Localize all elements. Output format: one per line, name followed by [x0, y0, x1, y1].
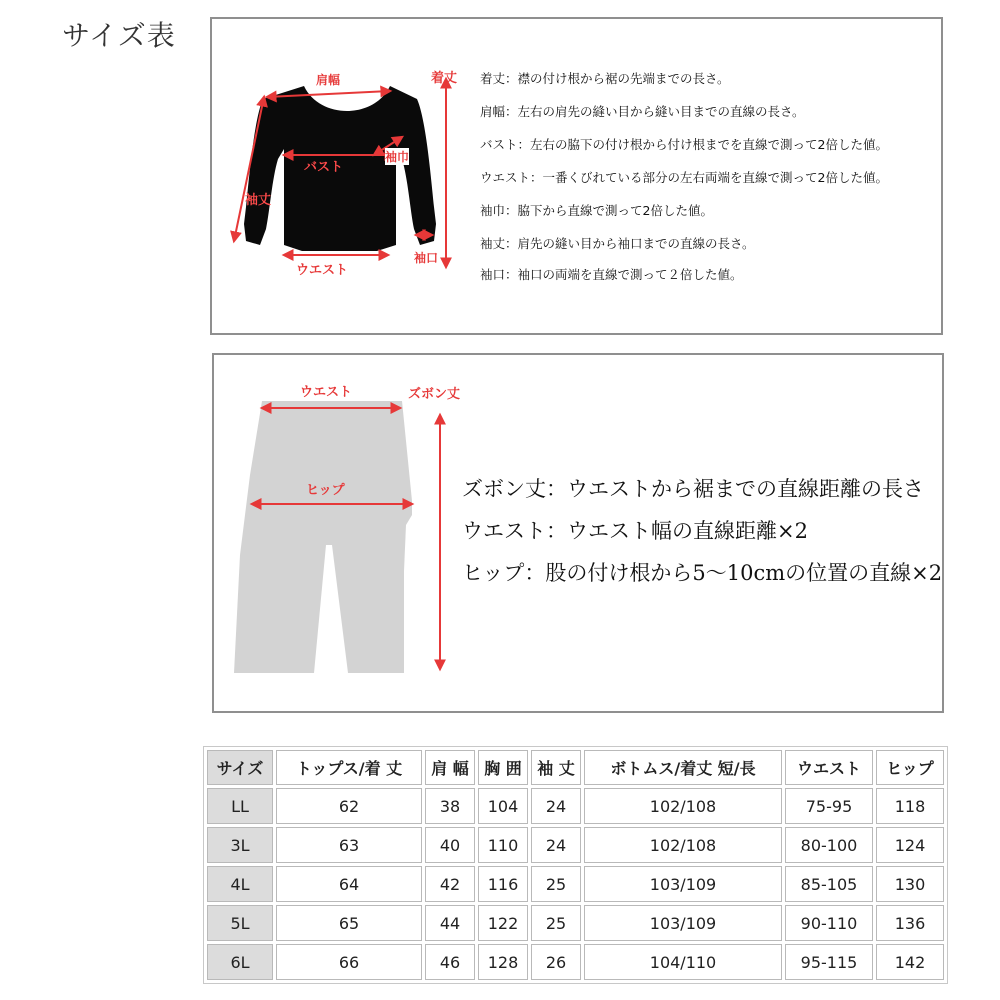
definition-cuff: 袖口：袖口の両端を直線で測って２倍した値。 — [480, 267, 743, 282]
definition-length: 着丈：襟の付け根から裾の先端までの長さ。 — [480, 71, 730, 86]
header-sleeve: 袖 丈 — [531, 750, 581, 785]
cell-bottoms-length: 102/108 — [584, 827, 782, 863]
cell-size: 6L — [207, 944, 273, 980]
waist-label: ウエスト — [296, 263, 349, 278]
cell-bottoms-length: 104/110 — [584, 944, 782, 980]
cell-shoulder: 46 — [425, 944, 475, 980]
table-row — [207, 827, 944, 863]
cell-tops-length: 63 — [276, 827, 422, 863]
cell-hip: 142 — [876, 944, 944, 980]
definition-shoulder: 肩幅：左右の肩先の縫い目から縫い目までの直線の長さ。 — [480, 104, 805, 119]
cell-waist: 95-115 — [785, 944, 873, 980]
definition-pants-waist: ウエスト：ウエスト幅の直線距離×2 — [462, 519, 808, 543]
cell-sleeve: 24 — [531, 827, 581, 863]
cell-tops-length: 66 — [276, 944, 422, 980]
cell-bottoms-length: 103/109 — [584, 905, 782, 941]
header-chest: 胸 囲 — [478, 750, 528, 785]
cell-chest: 110 — [478, 827, 528, 863]
header-bottoms-length: ボトムス/着丈 短/長 — [584, 750, 782, 785]
definition-bust: バスト：左右の脇下の付け根から付け根までを直線で測って2倍した値。 — [480, 137, 888, 152]
cell-hip: 136 — [876, 905, 944, 941]
cell-size: 3L — [207, 827, 273, 863]
cell-sleeve: 24 — [531, 788, 581, 824]
header-size: サイズ — [207, 750, 273, 785]
cell-size: 4L — [207, 866, 273, 902]
cell-tops-length: 62 — [276, 788, 422, 824]
header-hip: ヒップ — [876, 750, 944, 785]
header-tops-length: トップス/着 丈 — [276, 750, 422, 785]
table-header-row — [207, 750, 944, 785]
table-row — [207, 866, 944, 902]
definition-sleeve-width: 袖巾：脇下から直線で測って2倍した値。 — [480, 203, 713, 218]
header-waist: ウエスト — [785, 750, 873, 785]
cell-sleeve: 25 — [531, 905, 581, 941]
cell-size: 5L — [207, 905, 273, 941]
cell-size: LL — [207, 788, 273, 824]
cell-tops-length: 64 — [276, 866, 422, 902]
cell-waist: 75-95 — [785, 788, 873, 824]
header-shoulder: 肩 幅 — [425, 750, 475, 785]
cell-shoulder: 40 — [425, 827, 475, 863]
pants-waist-label: ウエスト — [300, 385, 353, 400]
cell-chest: 128 — [478, 944, 528, 980]
page-title: サイズ表 — [62, 19, 176, 52]
table-row — [207, 944, 944, 980]
cell-waist: 90-110 — [785, 905, 873, 941]
definition-waist: ウエスト：一番くびれている部分の左右両端を直線で測って2倍した値。 — [480, 170, 888, 185]
cell-waist: 80-100 — [785, 827, 873, 863]
cell-bottoms-length: 102/108 — [584, 788, 782, 824]
cell-sleeve: 26 — [531, 944, 581, 980]
definition-hip: ヒップ：股の付け根から5〜10cmの位置の直線×2 — [462, 561, 943, 585]
pants-size-guide-panel — [212, 353, 944, 713]
cell-waist: 85-105 — [785, 866, 873, 902]
shoulder-label: 肩幅 — [316, 73, 341, 87]
cell-shoulder: 42 — [425, 866, 475, 902]
pants-silhouette — [234, 401, 412, 673]
cell-sleeve: 25 — [531, 866, 581, 902]
table-row — [207, 788, 944, 824]
sleeve-length-label: 袖丈 — [245, 193, 272, 208]
cell-hip: 118 — [876, 788, 944, 824]
sleeve-width-label: 袖巾 — [385, 150, 410, 164]
cell-chest: 122 — [478, 905, 528, 941]
cell-tops-length: 65 — [276, 905, 422, 941]
length-label: 着丈 — [431, 71, 458, 86]
cell-hip: 130 — [876, 866, 944, 902]
hip-label: ヒップ — [306, 483, 345, 498]
cell-shoulder: 38 — [425, 788, 475, 824]
cell-chest: 116 — [478, 866, 528, 902]
bust-label: バスト — [304, 160, 344, 175]
definition-sleeve-length: 袖丈：肩先の縫い目から袖口までの直線の長さ。 — [480, 236, 755, 251]
cell-chest: 104 — [478, 788, 528, 824]
tops-size-guide-panel — [210, 17, 943, 335]
cuff-label: 袖口 — [414, 251, 439, 265]
table-row — [207, 905, 944, 941]
cell-hip: 124 — [876, 827, 944, 863]
cell-shoulder: 44 — [425, 905, 475, 941]
pants-length-label: ズボン丈 — [408, 387, 461, 402]
size-table — [203, 746, 948, 984]
cell-bottoms-length: 103/109 — [584, 866, 782, 902]
definition-pants-length: ズボン丈：ウエストから裾までの直線距離の長さ — [462, 477, 924, 501]
